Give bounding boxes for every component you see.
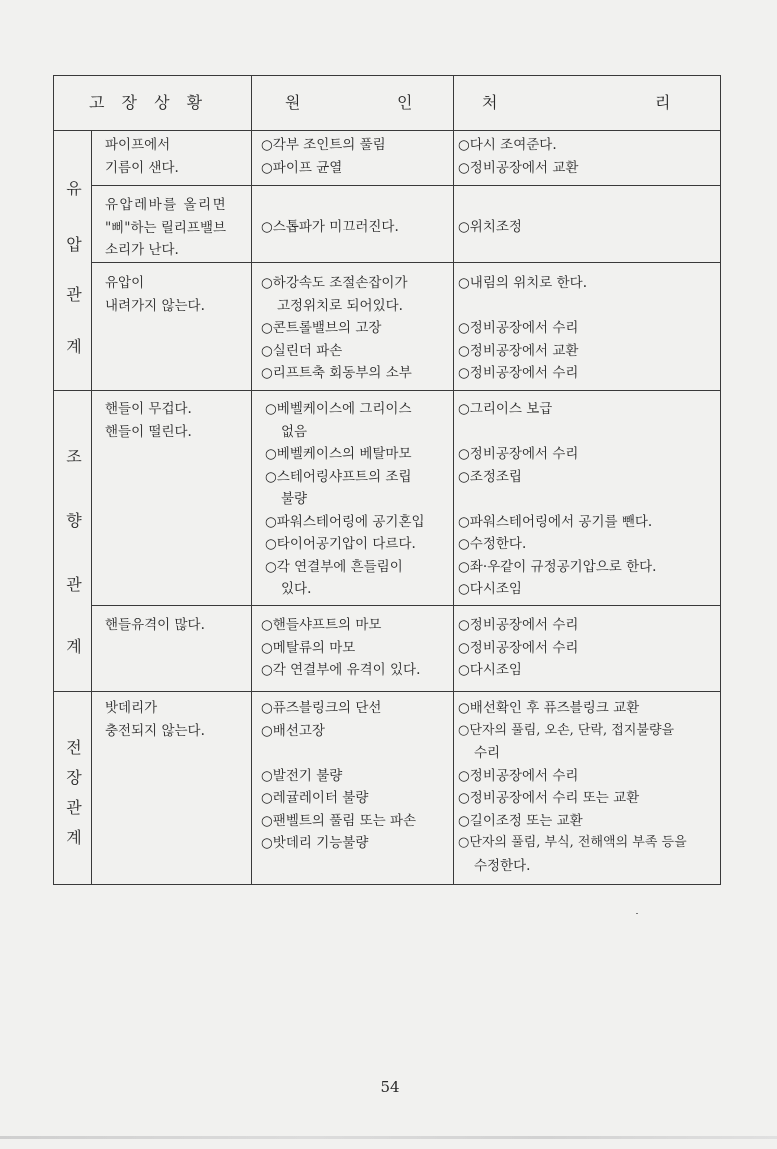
category-hydraulic: 유 압 관 계 [66,179,82,356]
header-fix-2: 리 [655,93,671,112]
row3-cause: ○하강속도 조절손잡이가 고정위치로 되어있다. ○콘트롤밸브의 고장 ○실린더 파손 ○리프트축 회동부의 소부 [261,275,412,381]
troubleshooting-table [53,75,721,885]
category-electrical: 전 장 관 계 [66,738,82,847]
scan-speck [636,913,638,914]
row4-cause: ○베벨케이스에 그리이스 없음 ○베벨케이스의 베탈마모 ○스테어링샤프트의 조립 불량 ○파워스테어링에 공기혼입 ○타이어공기압이 다르다. ○각 연결부에 흔들림이 있다. [265,401,425,597]
row1-fix: ○다시 조여준다. ○정비공장에서 교환 [458,137,579,176]
row1-symptom: 파이프에서 기름이 샌다. [105,137,179,176]
row5-fix: ○정비공장에서 수리 ○정비공장에서 수리 ○다시조임 [458,617,579,678]
category-steering: 조 향 관 계 [66,447,82,656]
page-number: 54 [380,1078,400,1096]
header-fix-1: 처 [482,93,498,112]
row6-symptom: 밧데리가 충전되지 않는다. [105,700,205,739]
row6-cause: ○퓨즈블링크의 단선 ○배선고장 ○발전기 불량 ○레귤레이터 불량 ○팬벨트의 풀림 또는 파손 ○밧데리 기능불량 [261,700,417,851]
row5-symptom: 핸들유격이 많다. [105,617,205,633]
row2-symptom: 유압레바를 올리면 "삐"하는 릴리프밸브 소리가 난다. [105,197,228,258]
row5-cause: ○핸들샤프트의 마모 ○메탈류의 마모 ○각 연결부에 유격이 있다. [261,617,421,678]
row3-fix: ○내림의 위치로 한다. ○정비공장에서 수리 ○정비공장에서 교환 ○정비공장에서 수리 [458,275,587,381]
table-header [53,75,721,130]
row6-fix: ○배선확인 후 퓨즈블링크 교환 ○단자의 풀림, 오손, 단락, 접지불량을 수리 ○정비공장에서 수리 ○정비공장에서 수리 또는 교환 ○길이조정 또는 교환 ○단자의 풀림, 부식, 전해액의 부족 등을 수정한다. [458,700,687,874]
header-cause-1: 원 [285,93,301,112]
row3-symptom: 유압이 내려가지 않는다. [105,275,205,314]
row4-fix: ○그리이스 보급 ○정비공장에서 수리 ○조정조립 ○파워스테어링에서 공기를 뺀다. ○수정한다. ○좌·우같이 규정공기압으로 한다. ○다시조임 [458,401,657,597]
header-situation: 고 장 상 황 [89,93,203,112]
row2-fix: ○위치조정 [458,219,522,235]
row2-cause: ○스톱파가 미끄러진다. [261,219,399,235]
header-cause-2: 인 [397,93,413,112]
row4-symptom: 핸들이 무겁다. 핸들이 떨린다. [105,401,192,440]
row1-cause: ○각부 조인트의 풀림 ○파이프 균열 [261,137,386,176]
scan-edge [0,1136,777,1139]
